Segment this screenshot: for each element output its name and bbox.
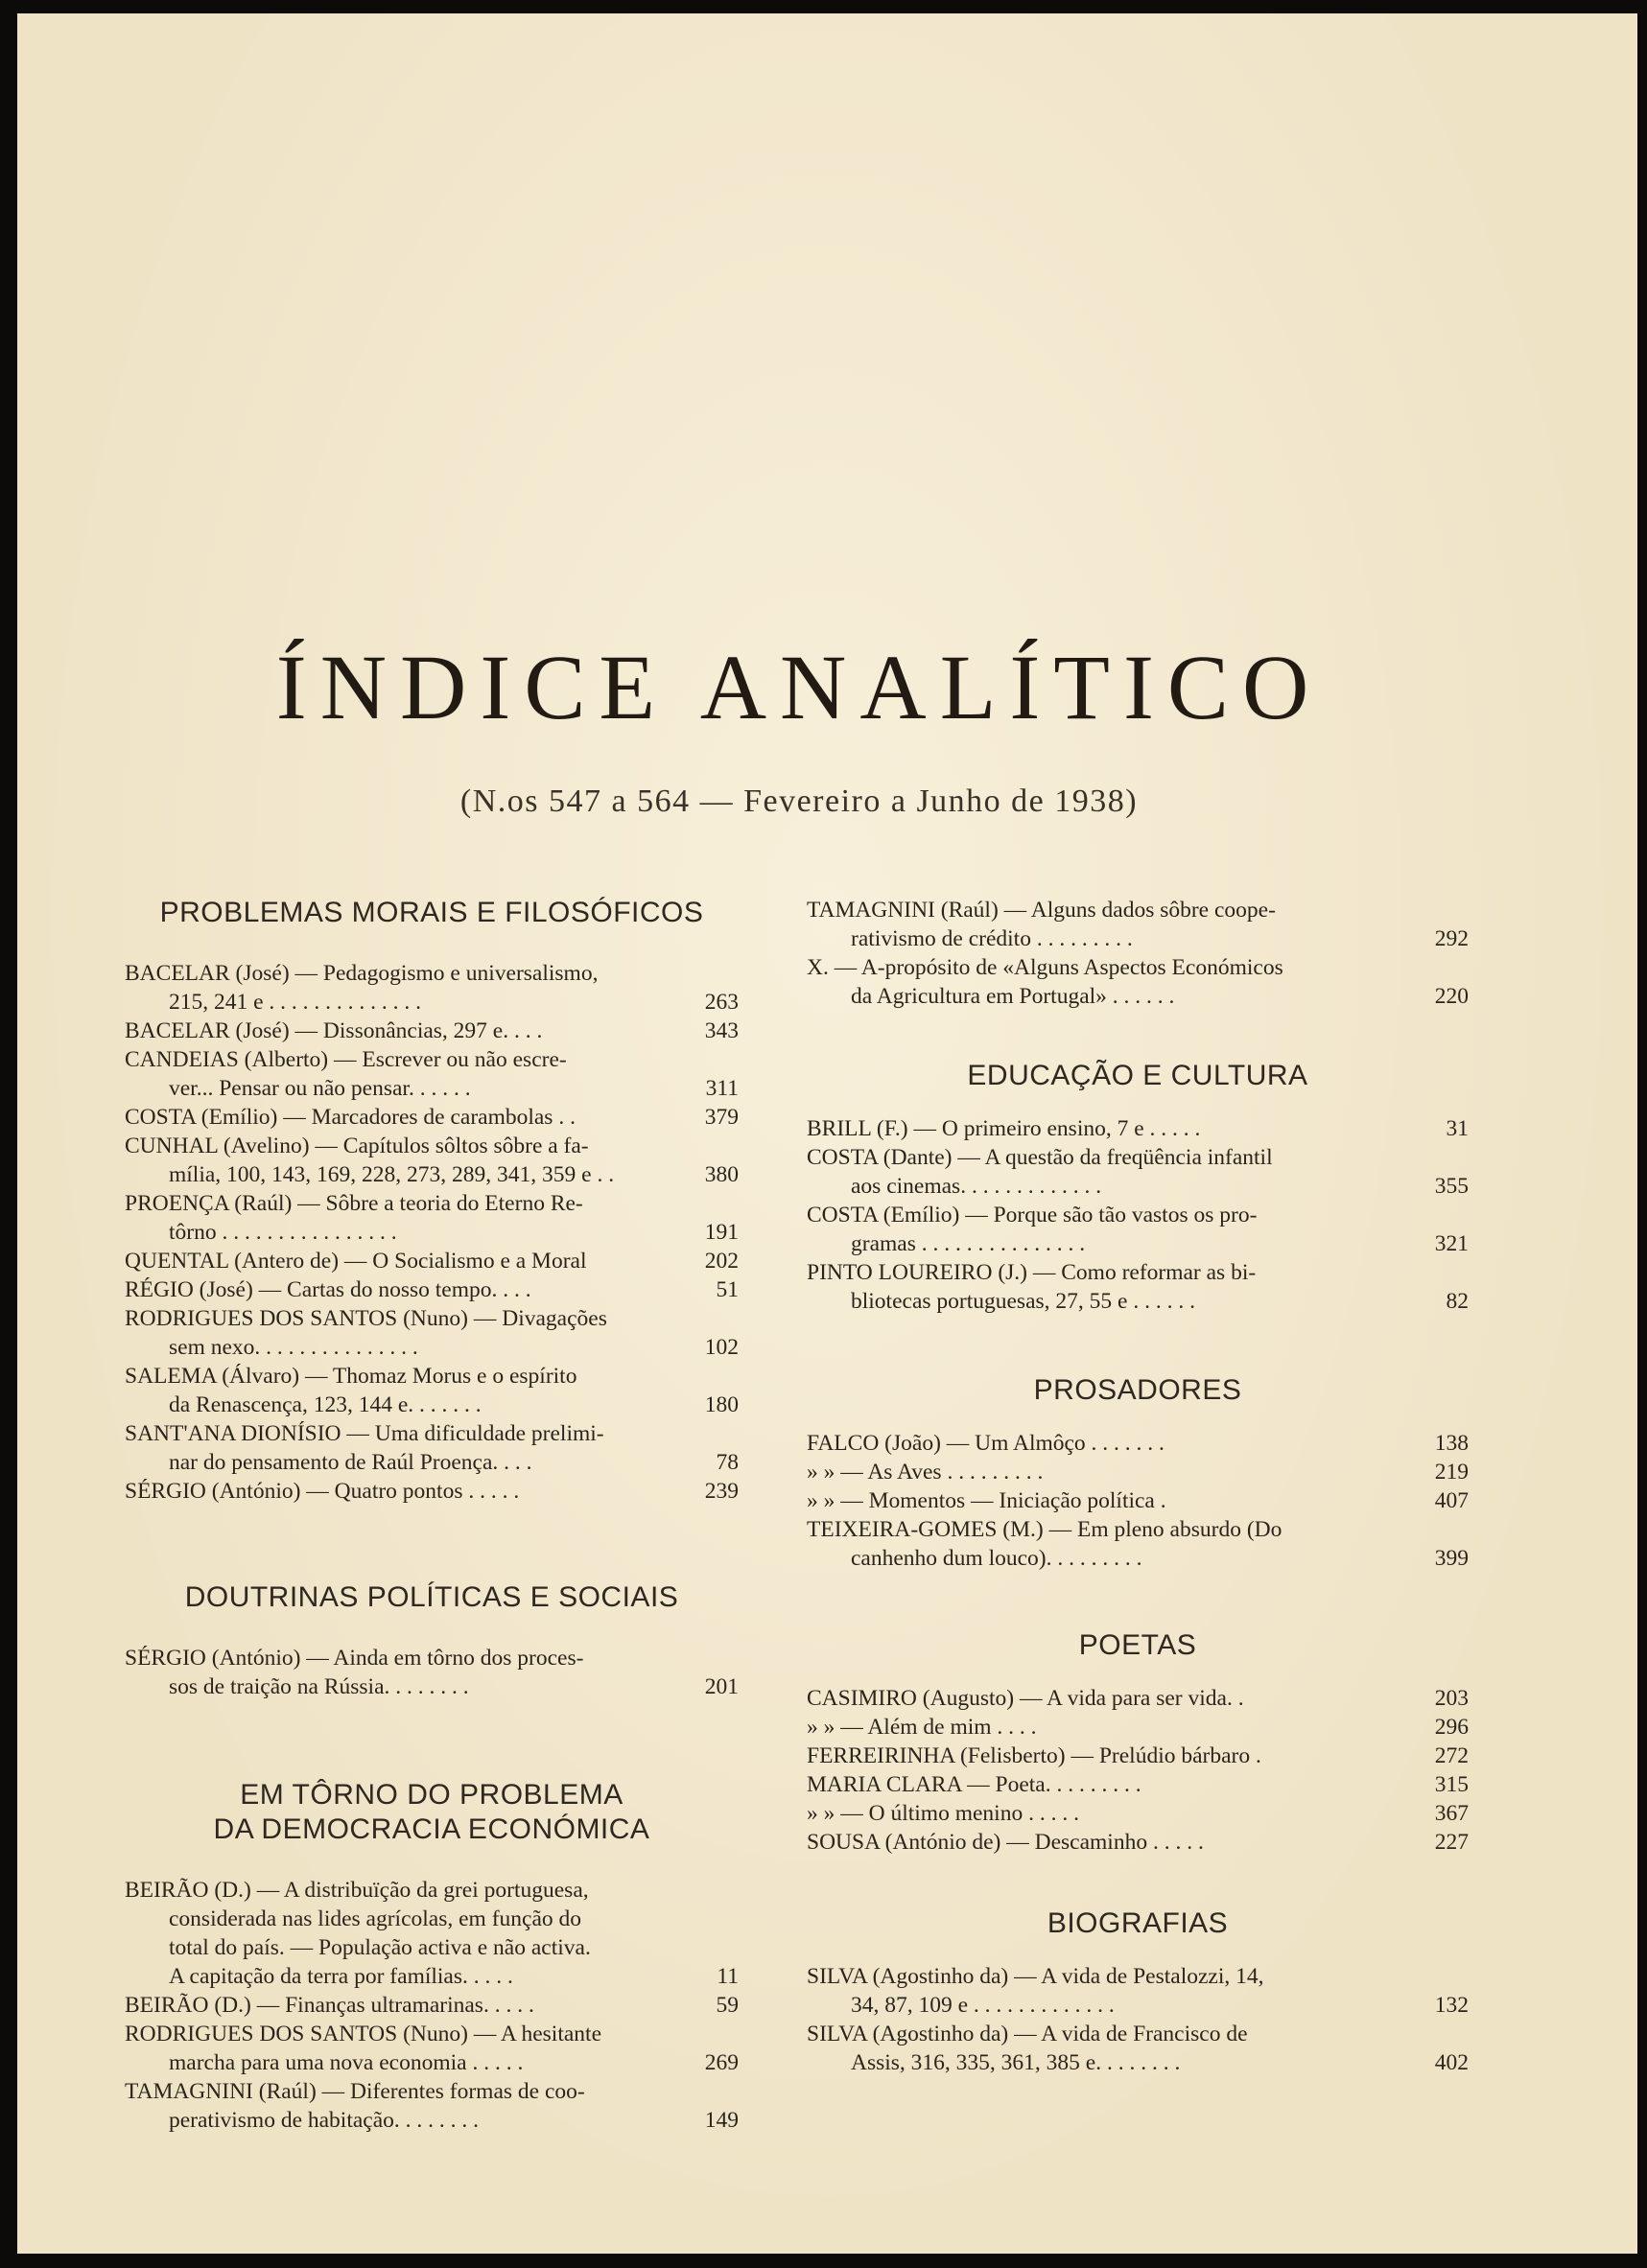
entry-page-number: 102 <box>704 1335 739 1360</box>
entry-text-line: CANDEIAS (Alberto) — Escrever ou não escre- <box>125 1047 567 1072</box>
index-entry <box>125 1275 739 1304</box>
entry-text-line: considerada nas lides agrícolas, em função do <box>169 1906 582 1931</box>
entry-page-number: 311 <box>705 1076 739 1101</box>
section-heading: DOUTRINAS POLÍTICAS E SOCIAIS <box>184 1581 679 1613</box>
page-subtitle: (N.os 547 a 564 — Fevereiro a Junho de 1938) <box>459 783 1139 819</box>
entry-page-number: 191 <box>704 1220 739 1245</box>
entry-text-line: ver... Pensar ou não pensar. . . . . . <box>169 1076 471 1101</box>
entry-text-line: FERREIRINHA (Felisberto) — Prelúdio bárbaro . <box>807 1743 1261 1768</box>
index-entry <box>807 953 1469 1011</box>
index-entry <box>125 1876 739 1991</box>
entry-text-line: SÉRGIO (António) — Ainda em tôrno dos proces- <box>125 1646 584 1671</box>
entry-page-number: 272 <box>1434 1743 1469 1768</box>
entry-text-line: » » — Além de mim . . . . <box>807 1715 1037 1740</box>
entry-text-line: QUENTAL (Antero de) — O Socialismo e a Moral <box>125 1249 587 1274</box>
entry-page-number: 11 <box>717 1964 739 1989</box>
index-entry <box>807 1713 1469 1742</box>
entry-page-number: 269 <box>704 2050 739 2075</box>
entry-text-line: BEIRÃO (D.) — A distribuïção da grei portuguesa, <box>125 1878 589 1903</box>
entry-page-number: 78 <box>716 1450 739 1475</box>
entry-page-number: 227 <box>1434 1830 1469 1855</box>
entry-text-line: CUNHAL (Avelino) — Capítulos sôltos sôbre a fa- <box>125 1134 589 1158</box>
section-heading: EM TÔRNO DO PROBLEMA <box>240 1779 624 1811</box>
section-heading-line-2: DA DEMOCRACIA ECONÓMICA <box>213 1813 650 1845</box>
entry-text-line: » » — O último menino . . . . . <box>807 1801 1079 1826</box>
entry-text-line: aos cinemas. . . . . . . . . . . . . <box>851 1174 1102 1199</box>
index-entry <box>807 1201 1469 1258</box>
index-entry <box>807 1143 1469 1201</box>
entry-page-number: 202 <box>704 1249 739 1274</box>
entry-text-line: COSTA (Emílio) — Porque são tão vastos os pro- <box>807 1203 1258 1228</box>
index-entry <box>807 1458 1469 1486</box>
entry-text-line: rativismo de crédito . . . . . . . . . <box>851 926 1133 951</box>
index-entry <box>807 1114 1469 1143</box>
entry-text-line: » » — As Aves . . . . . . . . . <box>807 1460 1044 1485</box>
index-entry <box>807 896 1469 953</box>
entry-page-number: 292 <box>1434 926 1469 951</box>
entry-text-line: PINTO LOUREIRO (J.) — Como reformar as bi- <box>807 1260 1257 1285</box>
section-heading: BIOGRAFIAS <box>1047 1907 1229 1939</box>
index-entry <box>807 1486 1469 1515</box>
entry-text-line: SALEMA (Álvaro) — Thomaz Morus e o espírito <box>125 1364 577 1389</box>
entry-text-line: X. — A-propósito de «Alguns Aspectos Económicos <box>807 955 1283 980</box>
entry-text-line: total do país. — População activa e não activa. <box>169 1935 591 1960</box>
entry-text-line: TAMAGNINI (Raúl) — Diferentes formas de coo- <box>125 2079 585 2104</box>
section-heading: POETAS <box>1078 1629 1197 1661</box>
entry-page-number: 379 <box>704 1105 739 1130</box>
right-column <box>807 896 1469 2077</box>
entry-text-line: SOUSA (António de) — Descaminho . . . . . <box>807 1830 1204 1855</box>
entry-text-line: MARIA CLARA — Poeta. . . . . . . . . <box>807 1772 1141 1797</box>
section-heading: PROBLEMAS MORAIS E FILOSÓFICOS <box>159 897 704 928</box>
entry-text-line: nar do pensamento de Raúl Proença. . . . <box>169 1450 532 1475</box>
entry-page-number: 219 <box>1434 1460 1469 1485</box>
entry-text-line: BEIRÃO (D.) — Finanças ultramarinas. . . . . <box>125 1993 534 2018</box>
entry-text-line: bliotecas portuguesas, 27, 55 e . . . . . . <box>851 1289 1195 1314</box>
entry-text-line: COSTA (Dante) — A questão da freqüência infantil <box>807 1145 1273 1170</box>
index-entry <box>125 1419 739 1477</box>
entry-page-number: 315 <box>1434 1772 1469 1797</box>
entry-text-line: marcha para uma nova economia . . . . . <box>169 2050 524 2075</box>
entry-text-line: sem nexo. . . . . . . . . . . . . . . <box>169 1335 418 1360</box>
index-entry <box>125 1189 739 1247</box>
index-entry <box>125 1991 739 2020</box>
entry-text-line: SILVA (Agostinho da) — A vida de Francisco de <box>807 2022 1248 2046</box>
entry-page-number: 82 <box>1446 1289 1469 1314</box>
entry-text-line: Assis, 316, 335, 361, 385 e. . . . . . . . <box>851 2050 1181 2075</box>
index-entry <box>807 1770 1469 1799</box>
entry-text-line: da Agricultura em Portugal» . . . . . . <box>851 984 1175 1009</box>
index-entry <box>125 1304 739 1362</box>
index-entry <box>807 1429 1469 1458</box>
entry-text-line: 34, 87, 109 e . . . . . . . . . . . . . <box>851 1993 1115 2018</box>
entry-page-number: 31 <box>1446 1116 1469 1141</box>
index-entry <box>125 2020 739 2077</box>
section-heading: PROSADORES <box>1033 1374 1242 1406</box>
entry-page-number: 59 <box>716 1993 739 2018</box>
index-entry <box>125 1045 739 1103</box>
entry-text-line: A capitação da terra por famílias. . . . . <box>169 1964 513 1989</box>
index-entry <box>125 1017 739 1045</box>
index-entry <box>125 1362 739 1419</box>
entry-page-number: 180 <box>704 1392 739 1417</box>
entry-text-line: 215, 241 e . . . . . . . . . . . . . . <box>169 990 422 1015</box>
entry-text-line: SILVA (Agostinho da) — A vida de Pestalozzi, 14, <box>807 1964 1264 1989</box>
entry-page-number: 407 <box>1434 1488 1469 1513</box>
entry-text-line: RÉGIO (José) — Cartas do nosso tempo. . . . <box>125 1277 531 1302</box>
entry-text-line: perativismo de habitação. . . . . . . . <box>169 2108 480 2133</box>
entry-text-line: CASIMIRO (Augusto) — A vida para ser vida. . <box>807 1686 1244 1711</box>
entry-page-number: 380 <box>704 1162 739 1187</box>
index-entry <box>125 1132 739 1189</box>
index-entry <box>807 1799 1469 1828</box>
entry-text-line: SÉRGIO (António) — Quatro pontos . . . . . <box>125 1479 520 1504</box>
entry-page-number: 321 <box>1434 1231 1469 1256</box>
entry-text-line: PROENÇA (Raúl) — Sôbre a teoria do Eterno Re- <box>125 1191 583 1216</box>
entry-text-line: TEIXEIRA-GOMES (M.) — Em pleno absurdo (Do <box>807 1517 1282 1542</box>
index-entry <box>807 1515 1469 1573</box>
index-entry <box>807 1258 1469 1316</box>
left-column <box>125 896 739 2135</box>
page-title: ÍNDICE ANALÍTICO <box>275 636 1323 738</box>
index-entry <box>125 959 739 1017</box>
entry-page-number: 138 <box>1434 1431 1469 1456</box>
entry-page-number: 355 <box>1434 1174 1469 1199</box>
entry-text-line: canhenho dum louco). . . . . . . . . <box>851 1546 1142 1571</box>
entry-page-number: 367 <box>1434 1801 1469 1826</box>
entry-page-number: 149 <box>704 2108 739 2133</box>
entry-page-number: 203 <box>1434 1686 1469 1711</box>
index-entry <box>807 1828 1469 1857</box>
index-entry <box>807 1962 1469 2020</box>
index-entry <box>125 1247 739 1275</box>
index-entry <box>807 1742 1469 1770</box>
entry-text-line: SANT'ANA DIONÍSIO — Uma dificuldade prelimi- <box>125 1421 604 1446</box>
index-entry <box>125 1103 739 1132</box>
entry-page-number: 51 <box>716 1277 739 1302</box>
entry-text-line: BRILL (F.) — O primeiro ensino, 7 e . . . . . <box>807 1116 1201 1141</box>
entry-text-line: gramas . . . . . . . . . . . . . . . <box>851 1231 1086 1256</box>
entry-text-line: BACELAR (José) — Dissonâncias, 297 e. . . . <box>125 1018 543 1043</box>
entry-text-line: » » — Momentos — Iniciação política . <box>807 1488 1166 1513</box>
entry-text-line: mília, 100, 143, 169, 228, 273, 289, 341, 359 e . . <box>169 1162 615 1187</box>
entry-page-number: 402 <box>1434 2050 1469 2075</box>
index-entry <box>807 2020 1469 2077</box>
index-entry <box>807 1684 1469 1713</box>
entry-page-number: 296 <box>1434 1715 1469 1740</box>
entry-text-line: BACELAR (José) — Pedagogismo e universalismo, <box>125 961 599 986</box>
page-sheet <box>17 13 1637 2254</box>
index-entry <box>125 2077 739 2135</box>
entry-page-number: 343 <box>704 1018 739 1043</box>
entry-page-number: 220 <box>1434 984 1469 1009</box>
index-entry <box>125 1477 739 1506</box>
entry-text-line: sos de traição na Rússia. . . . . . . . <box>169 1674 469 1699</box>
entry-text-line: RODRIGUES DOS SANTOS (Nuno) — Divagações <box>125 1306 607 1331</box>
index-entry <box>125 1644 739 1701</box>
entry-page-number: 132 <box>1434 1993 1469 2018</box>
entry-text-line: COSTA (Emílio) — Marcadores de carambolas . . <box>125 1105 576 1130</box>
section-heading: EDUCAÇÃO E CULTURA <box>967 1060 1308 1091</box>
entry-page-number: 201 <box>704 1674 739 1699</box>
entry-text-line: TAMAGNINI (Raúl) — Alguns dados sôbre coope- <box>807 898 1276 923</box>
entry-page-number: 239 <box>704 1479 739 1504</box>
entry-page-number: 399 <box>1434 1546 1469 1571</box>
entry-page-number: 263 <box>704 990 739 1015</box>
entry-text-line: da Renascença, 123, 144 e. . . . . . . <box>169 1392 482 1417</box>
entry-text-line: RODRIGUES DOS SANTOS (Nuno) — A hesitante <box>125 2022 601 2046</box>
entry-text-line: FALCO (João) — Um Almôço . . . . . . . <box>807 1431 1165 1456</box>
entry-text-line: tôrno . . . . . . . . . . . . . . . . <box>169 1220 397 1245</box>
